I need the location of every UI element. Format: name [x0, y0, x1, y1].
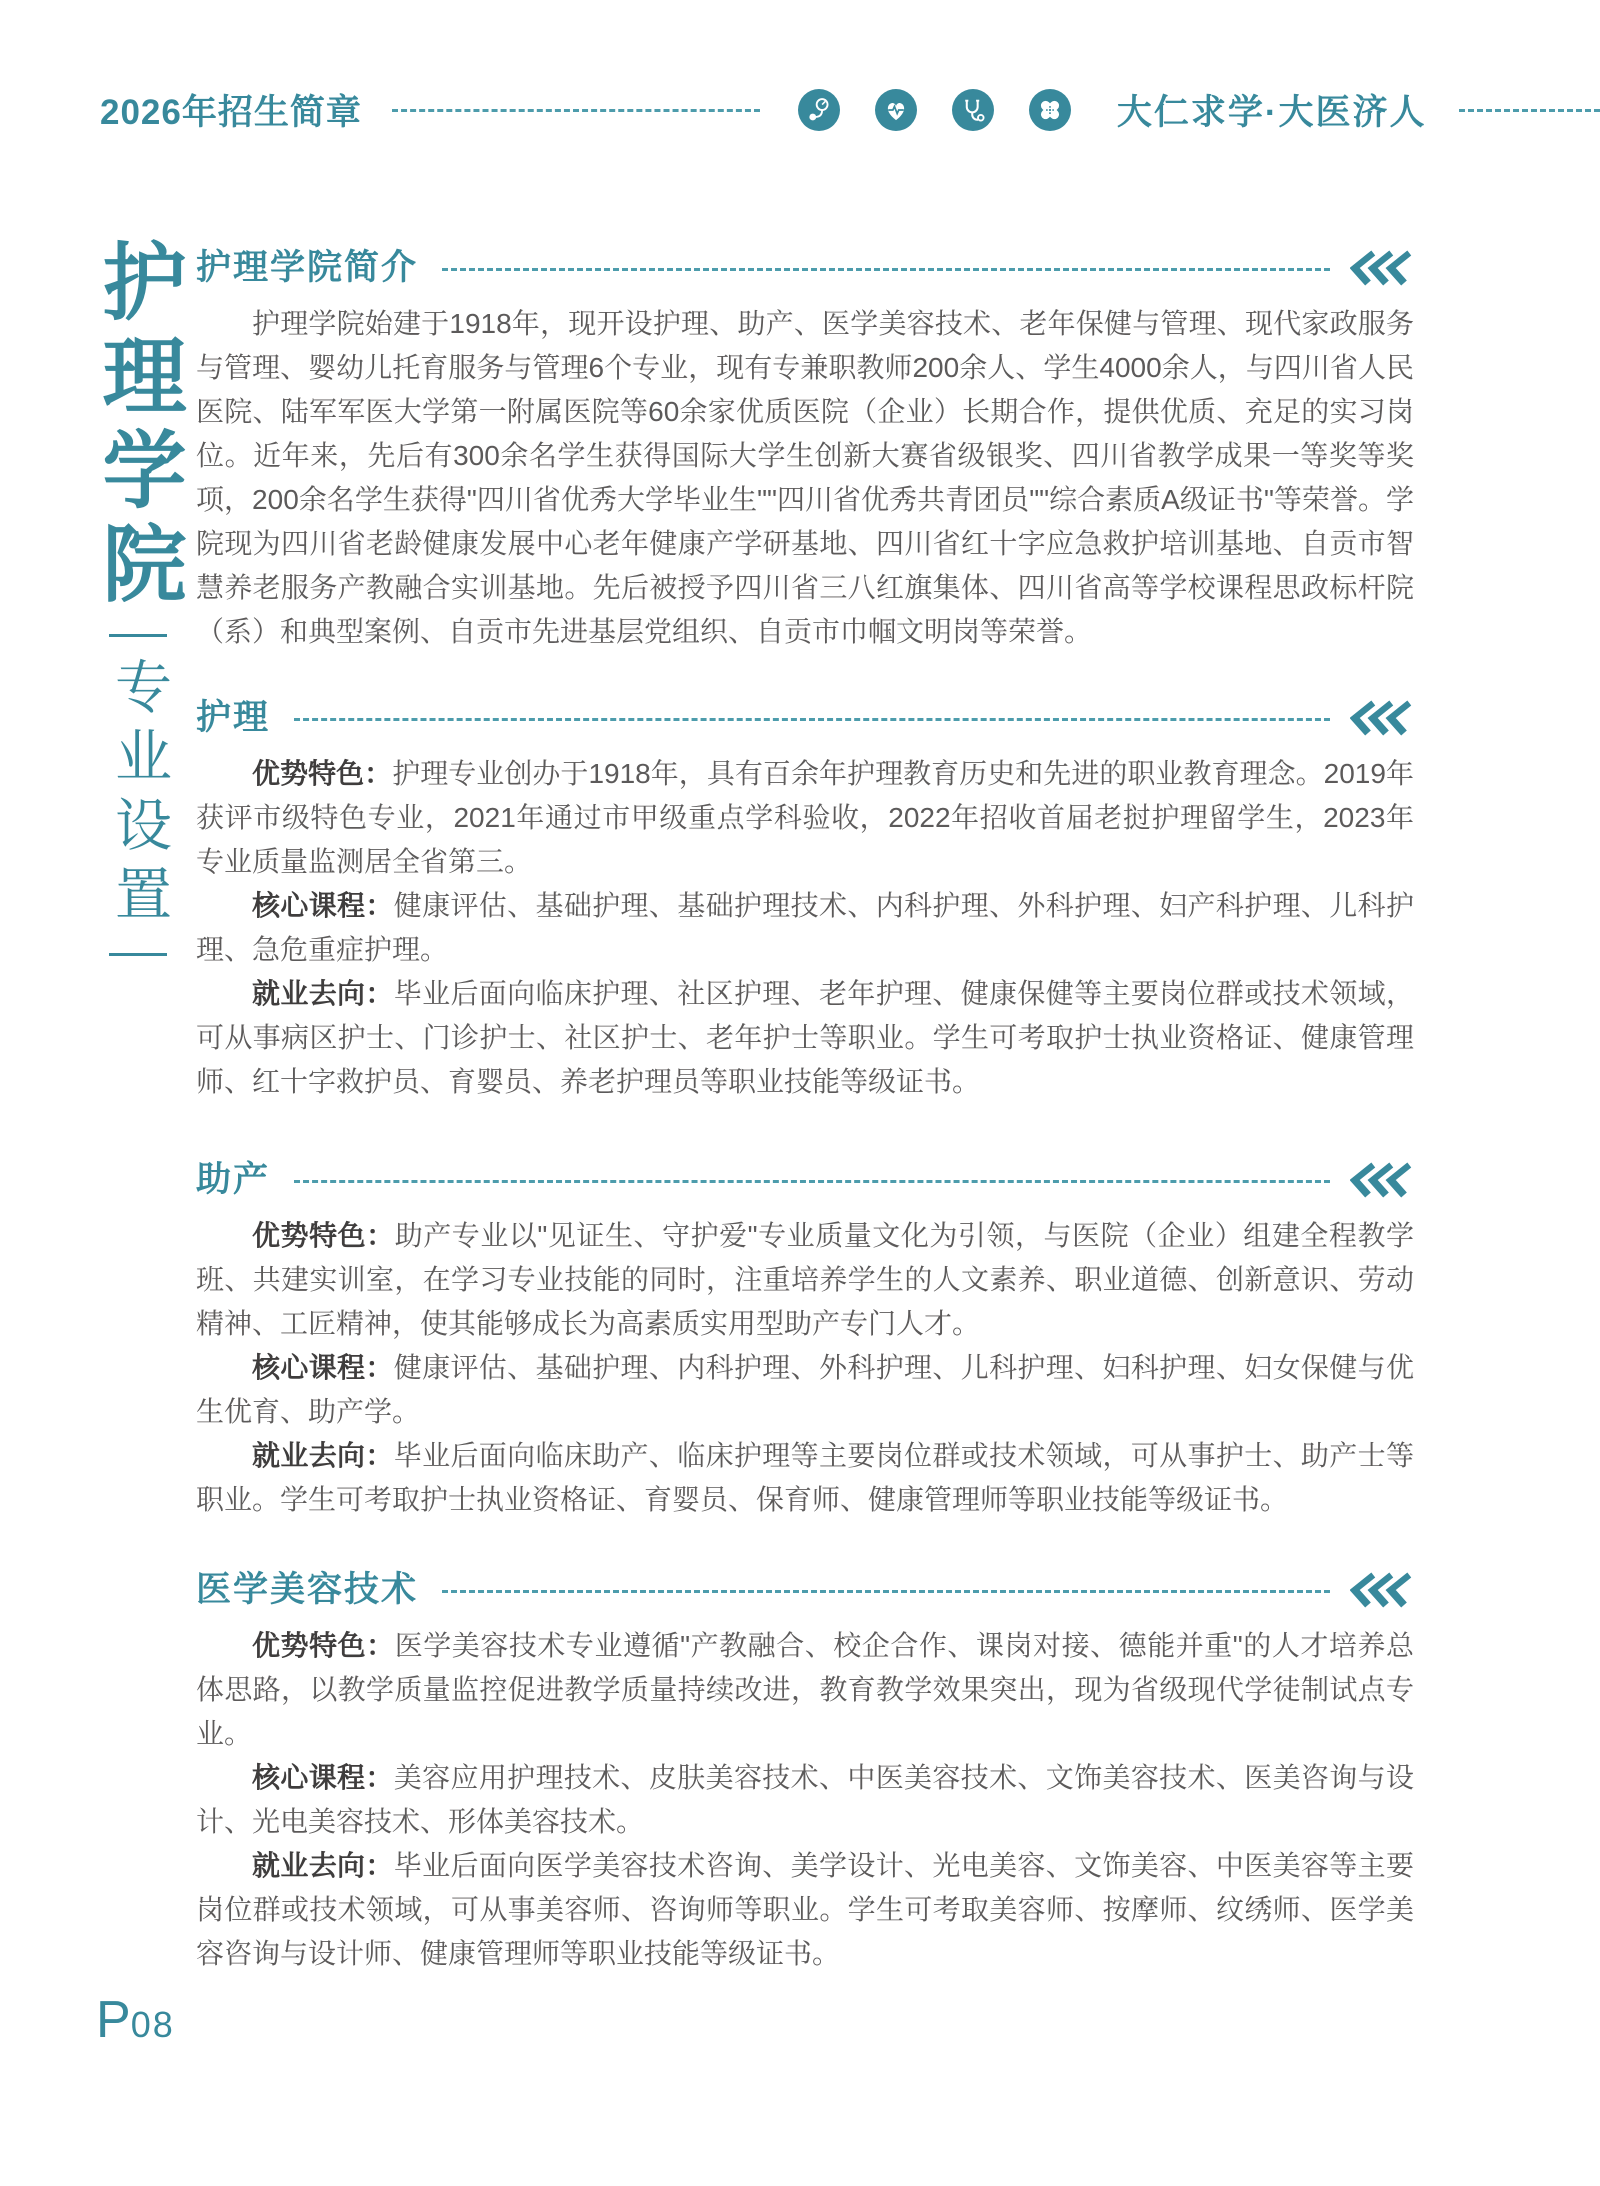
section-title: 医学美容技术: [196, 1570, 419, 1609]
sphygmomanometer-icon: [798, 89, 840, 131]
section-college-intro: [196, 240, 1414, 654]
section-dashed-line: [442, 268, 1330, 271]
careers-paragraph: [196, 1844, 1414, 1976]
careers-paragraph: [196, 1434, 1414, 1522]
section-midwifery: [196, 1152, 1414, 1522]
heart-pulse-icon: [875, 89, 917, 131]
brochure-title: 2026年招生简章: [100, 93, 362, 132]
college-name-vertical: 护理学院: [89, 238, 188, 614]
section-header: [196, 1562, 1414, 1612]
stethoscope-icon: [952, 89, 994, 131]
intro-paragraph: [196, 302, 1414, 654]
header-dashed-line-left: [392, 109, 760, 112]
features-paragraph: [196, 1214, 1414, 1346]
sidebar: [84, 238, 192, 976]
page-number: [96, 1990, 175, 2050]
paragraph-label: 优势特色：: [252, 1630, 395, 1661]
paragraph-label: 就业去向：: [252, 1440, 394, 1471]
paragraph-text: 毕业后面向临床护理、社区护理、老年护理、健康保健等主要岗位群或技术领域，可从事病区护士、门诊护士、社区护士、老年护士等职业。学生可考取护士执业资格证、健康管理师、红十字救护员、育婴员、养老护理员等职业技能等级证书。: [196, 978, 1414, 1097]
courses-paragraph: [196, 1346, 1414, 1434]
paragraph-label: 就业去向：: [252, 978, 394, 1009]
triple-chevron-icon: [1350, 249, 1414, 287]
section-dashed-line: [442, 1590, 1330, 1593]
careers-paragraph: [196, 972, 1414, 1104]
motto: 大仁求学·大医济人: [1116, 93, 1427, 132]
paragraph-label: 核心课程：: [252, 1352, 394, 1383]
section-title: 助产: [196, 1160, 271, 1199]
paragraph-text: 助产专业以"见证生、守护爱"专业质量文化为引领，与医院（企业）组建全程教学班、共建实训室，在学习专业技能的同时，注重培养学生的人文素养、职业道德、创新意识、劳动精神、工匠精神，使其能够成长为高素质实用型助产专门人才。: [196, 1220, 1414, 1339]
paragraph-label: 核心课程：: [252, 890, 394, 921]
paragraph-text: 护理专业创办于1918年，具有百余年护理教育历史和先进的职业教育理念。2019年获评市级特色专业，2021年通过市甲级重点学科验收，2022年招收首届老挝护理留学生，2023年专业质量监测居全省第三。: [196, 758, 1414, 877]
page-number-prefix: P: [96, 1991, 131, 2049]
sidebar-divider-top: [109, 634, 167, 637]
section-header: [196, 690, 1414, 740]
header-dashed-line-right: [1459, 109, 1600, 112]
header-icons: [798, 89, 1071, 131]
features-paragraph: [196, 1624, 1414, 1756]
paragraph-label: 核心课程：: [252, 1762, 394, 1793]
sidebar-divider-bottom: [109, 953, 167, 956]
section-title: 护理学院简介: [196, 248, 419, 287]
majors-setup-vertical: 专业设置: [106, 657, 171, 933]
section-header: [196, 1152, 1414, 1202]
section-title: 护理: [196, 698, 271, 737]
section-nursing: [196, 690, 1414, 1104]
section-dashed-line: [294, 1180, 1330, 1183]
triple-chevron-icon: [1350, 699, 1414, 737]
features-paragraph: [196, 752, 1414, 884]
page-header: [100, 84, 1600, 136]
paragraph-text: 护理学院始建于1918年，现开设护理、助产、医学美容技术、老年保健与管理、现代家政服务与管理、婴幼儿托育服务与管理6个专业，现有专兼职教师200余人、学生4000余人，与四川省人民医院、陆军军医大学第一附属医院等60余家优质医院（企业）长期合作，提供优质、充足的实习岗位。近年来，先后有300余名学生获得国际大学生创新大赛省级银奖、四川省教学成果一等奖等奖项，200余名学生获得"四川省优秀大学毕业生""四川省优秀共青团员""综合素质A级证书"等荣誉。学院现为四川省老龄健康发展中心老年健康产学研基地、四川省红十字应急救护培训基地、自贡市智慧养老服务产教融合实训基地。先后被授予四川省三八红旗集体、四川省高等学校课程思政标杆院（系）和典型案例、自贡市先进基层党组织、自贡市巾帼文明岗等荣誉。: [196, 308, 1414, 647]
paragraph-text: 美容应用护理技术、皮肤美容技术、中医美容技术、文饰美容技术、医美咨询与设计、光电美容技术、形体美容技术。: [196, 1762, 1414, 1837]
paragraph-label: 优势特色：: [252, 1220, 395, 1251]
bandage-icon: [1029, 89, 1071, 131]
triple-chevron-icon: [1350, 1571, 1414, 1609]
section-medical-cosmetology: [196, 1562, 1414, 1976]
paragraph-text: 健康评估、基础护理、基础护理技术、内科护理、外科护理、妇产科护理、儿科护理、急危重症护理。: [196, 890, 1414, 965]
section-dashed-line: [294, 718, 1330, 721]
paragraph-label: 就业去向：: [252, 1850, 394, 1881]
courses-paragraph: [196, 884, 1414, 972]
paragraph-text: 毕业后面向临床助产、临床护理等主要岗位群或技术领域，可从事护士、助产士等职业。学生可考取护士执业资格证、育婴员、保育师、健康管理师等职业技能等级证书。: [196, 1440, 1414, 1515]
paragraph-text: 毕业后面向医学美容技术咨询、美学设计、光电美容、文饰美容、中医美容等主要岗位群或技术领域，可从事美容师、咨询师等职业。学生可考取美容师、按摩师、纹绣师、医学美容咨询与设计师、健康管理师等职业技能等级证书。: [196, 1850, 1414, 1969]
page-number-value: 08: [130, 2004, 175, 2045]
section-header: [196, 240, 1414, 290]
paragraph-text: 医学美容技术专业遵循"产教融合、校企合作、课岗对接、德能并重"的人才培养总体思路，以教学质量监控促进教学质量持续改进，教育教学效果突出，现为省级现代学徒制试点专业。: [196, 1630, 1414, 1749]
paragraph-text: 健康评估、基础护理、内科护理、外科护理、儿科护理、妇科护理、妇女保健与优生优育、助产学。: [196, 1352, 1414, 1427]
courses-paragraph: [196, 1756, 1414, 1844]
paragraph-label: 优势特色：: [252, 758, 393, 789]
triple-chevron-icon: [1350, 1161, 1414, 1199]
